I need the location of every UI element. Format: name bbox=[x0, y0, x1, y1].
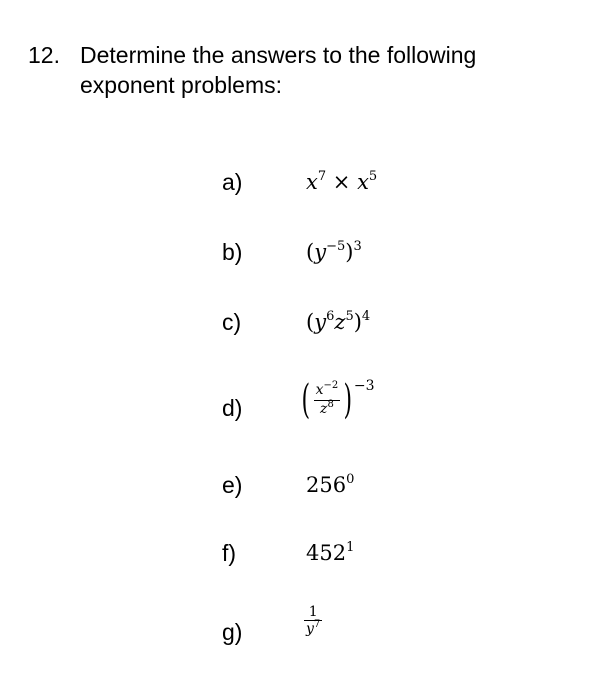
item-f-expression bbox=[306, 540, 354, 570]
item-f-base: 452 bbox=[306, 541, 347, 565]
item-a-label: a) bbox=[222, 169, 243, 195]
item-a-exponent-1: 7 bbox=[317, 169, 327, 184]
item-c-base-2: z bbox=[334, 310, 346, 334]
item-d-numerator bbox=[314, 379, 341, 401]
item-g-denominator-exponent: 7 bbox=[313, 619, 321, 630]
item-a-base-1: x bbox=[306, 170, 318, 194]
item-a-exponent-2: 5 bbox=[368, 169, 378, 184]
item-e-expression bbox=[306, 472, 354, 502]
item-b-outer-exponent: 3 bbox=[353, 239, 362, 254]
item-c-exponent-1: 6 bbox=[326, 309, 335, 324]
item-d-fraction bbox=[314, 379, 341, 419]
item-g-numerator: 1 bbox=[304, 604, 322, 621]
item-e-exponent: 0 bbox=[346, 472, 355, 487]
item-d-numerator-base: x bbox=[315, 381, 324, 398]
item-c-label: c) bbox=[222, 309, 242, 335]
item-a-base-2: x bbox=[357, 170, 369, 194]
item-b-right-paren: ) bbox=[345, 240, 354, 264]
question-text bbox=[80, 40, 550, 100]
item-c-exponent-2: 5 bbox=[345, 309, 354, 324]
item-g-fraction bbox=[304, 604, 322, 639]
item-a-expression bbox=[306, 169, 377, 199]
item-c-outer-exponent: 4 bbox=[361, 309, 371, 324]
item-d-outer-exponent: −3 bbox=[353, 378, 375, 394]
item-d-expression bbox=[298, 377, 375, 423]
item-g-denominator-base: y bbox=[306, 621, 314, 637]
item-c-left-paren: ( bbox=[306, 310, 315, 334]
item-g-denominator bbox=[304, 621, 322, 639]
item-f-label: f) bbox=[222, 540, 237, 566]
item-d-denominator-exponent: 8 bbox=[327, 398, 334, 410]
item-f-exponent: 1 bbox=[346, 540, 355, 555]
question-text-line-1: Determine the answers to the following bbox=[80, 42, 477, 68]
item-d-numerator-exponent: −2 bbox=[323, 379, 339, 391]
item-b-label: b) bbox=[222, 239, 243, 265]
item-c-expression bbox=[306, 309, 370, 339]
question-number: 12. bbox=[28, 42, 60, 68]
item-b-base: y bbox=[314, 240, 327, 264]
item-e-base: 256 bbox=[306, 473, 347, 497]
item-d-denominator bbox=[314, 398, 341, 419]
item-c-right-paren: ) bbox=[353, 310, 362, 334]
item-b-expression bbox=[306, 239, 362, 269]
item-d-left-paren: ( bbox=[301, 377, 311, 423]
item-e-label: e) bbox=[222, 472, 243, 498]
item-b-inner-exponent: −5 bbox=[326, 239, 346, 254]
item-g-label: g) bbox=[222, 619, 243, 645]
item-c-base-1: y bbox=[314, 310, 327, 334]
item-a-operator: × bbox=[326, 170, 358, 194]
item-d-right-paren: ) bbox=[343, 377, 353, 423]
item-d-denominator-base: z bbox=[320, 400, 328, 417]
item-d-label: d) bbox=[222, 395, 243, 421]
item-b-left-paren: ( bbox=[306, 240, 315, 264]
question-text-line-2: exponent problems: bbox=[80, 72, 283, 98]
item-g-expression bbox=[304, 604, 322, 639]
